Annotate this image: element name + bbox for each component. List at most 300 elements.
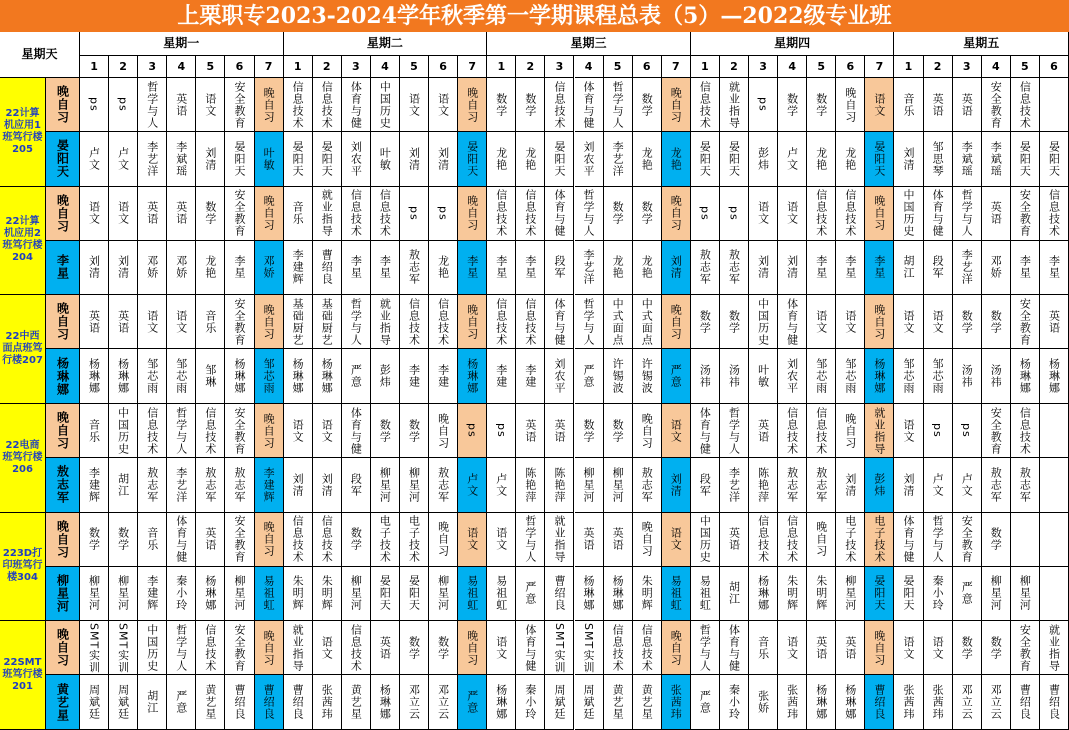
teacher-cell: 刘清 xyxy=(284,458,313,513)
subject-cell: 信息技术 xyxy=(313,513,342,567)
subject-cell: 就业指导 xyxy=(545,513,574,567)
subject-cell: 数学 xyxy=(371,404,400,458)
evening-label: 晚自习 xyxy=(46,621,80,675)
subject-cell: 数学 xyxy=(982,513,1011,567)
teacher-cell: 敖志军 xyxy=(429,458,458,513)
teacher-cell xyxy=(1040,567,1069,622)
teacher-cell: 周斌廷 xyxy=(109,675,138,730)
subject-cell: 中式面点 xyxy=(633,295,662,349)
teacher-cell: 邓立云 xyxy=(982,675,1011,730)
teacher-cell: 龙艳 xyxy=(516,132,545,187)
teacher-cell: 邹芯雨 xyxy=(924,349,953,404)
subject-cell: 语文 xyxy=(924,621,953,675)
subject-cell: 晚自习 xyxy=(865,621,894,675)
teacher-cell: 敖志军 xyxy=(138,458,167,513)
subject-cell: 英语 xyxy=(196,513,225,567)
subject-cell: 晚自习 xyxy=(255,513,284,567)
subject-cell: 音乐 xyxy=(80,404,109,458)
teacher-cell: 李建辉 xyxy=(255,458,284,513)
subject-cell: ps xyxy=(458,404,487,458)
teacher-cell: 晏阳天 xyxy=(371,567,400,622)
class-label: 22中西面点班笃行楼207 xyxy=(0,295,46,404)
period-number: 3 xyxy=(749,56,778,78)
subject-cell: 基础厨艺 xyxy=(313,295,342,349)
subject-cell: 数学 xyxy=(778,78,807,132)
subject-cell: 音乐 xyxy=(284,187,313,241)
subject-cell: 安全教育 xyxy=(225,621,254,675)
subject-cell: 信息技术 xyxy=(1011,404,1040,458)
teacher-cell: 李星 xyxy=(807,241,836,296)
teacher-cell: 邹芯雨 xyxy=(894,349,923,404)
subject-cell: 晚自习 xyxy=(255,187,284,241)
subject-cell: 英语 xyxy=(138,187,167,241)
teacher-cell: 严意 xyxy=(953,567,982,622)
teacher-cell: 敖志军 xyxy=(778,458,807,513)
subject-cell: 数学 xyxy=(633,187,662,241)
subject-cell: ps xyxy=(80,78,109,132)
teacher-cell: 汤祎 xyxy=(720,349,749,404)
subject-cell: 体育与健 xyxy=(894,513,923,567)
subject-cell: 数学 xyxy=(807,78,836,132)
subject-cell: 英语 xyxy=(109,295,138,349)
subject-cell: 信息技术 xyxy=(633,621,662,675)
teacher-cell: 曹绍良 xyxy=(545,567,574,622)
subject-cell: 安全教育 xyxy=(953,513,982,567)
subject-cell: 哲学与人 xyxy=(691,621,720,675)
teacher-cell: 邹思琴 xyxy=(924,132,953,187)
class-label: 22计算机应用1班笃行楼205 xyxy=(0,78,46,187)
teacher-cell: 李星 xyxy=(865,241,894,296)
teacher-label: 黄艺星 xyxy=(46,675,80,730)
teacher-cell: 杨琳娜 xyxy=(1040,349,1069,404)
teacher-cell: 李建辉 xyxy=(80,458,109,513)
teacher-cell: 柳星河 xyxy=(109,567,138,622)
subject-cell: 语文 xyxy=(400,78,429,132)
subject-cell: 数学 xyxy=(633,78,662,132)
subject-cell: 数学 xyxy=(720,295,749,349)
teacher-cell: 杨琳娜 xyxy=(749,567,778,622)
teacher-cell: 周斌廷 xyxy=(575,675,604,730)
subject-cell: 安全教育 xyxy=(225,404,254,458)
subject-cell: 信息技术 xyxy=(516,295,545,349)
subject-cell: ps xyxy=(953,404,982,458)
teacher-cell: 邓立云 xyxy=(953,675,982,730)
teacher-cell: 晏阳天 xyxy=(458,132,487,187)
subject-cell: 中国历史 xyxy=(138,621,167,675)
schedule-table xyxy=(0,32,1069,730)
teacher-cell: 邓娇 xyxy=(138,241,167,296)
subject-cell: SMT实训 xyxy=(80,621,109,675)
subject-cell: 晚自习 xyxy=(662,295,691,349)
teacher-cell: 曹绍良 xyxy=(284,675,313,730)
teacher-label: 柳星河 xyxy=(46,567,80,622)
teacher-cell: 刘清 xyxy=(894,458,923,513)
subject-cell: 英语 xyxy=(167,187,196,241)
teacher-cell: 李建 xyxy=(429,349,458,404)
subject-cell: 电子技术 xyxy=(400,513,429,567)
teacher-cell: 许锡波 xyxy=(633,349,662,404)
subject-cell: 安全教育 xyxy=(1011,621,1040,675)
teacher-label: 敖志军 xyxy=(46,458,80,513)
teacher-cell: 段军 xyxy=(924,241,953,296)
teacher-cell: 张茜玮 xyxy=(894,675,923,730)
subject-cell: 语文 xyxy=(894,295,923,349)
teacher-cell xyxy=(1040,458,1069,513)
subject-cell: 数学 xyxy=(691,295,720,349)
teacher-cell: 汤祎 xyxy=(982,349,1011,404)
teacher-cell: 胡江 xyxy=(138,675,167,730)
teacher-cell: 邓娇 xyxy=(255,241,284,296)
subject-cell: 体育与健 xyxy=(691,404,720,458)
subject-cell: 安全教育 xyxy=(225,78,254,132)
subject-cell: 信息技术 xyxy=(342,187,371,241)
subject-cell: ps xyxy=(429,187,458,241)
subject-cell: 信息技术 xyxy=(342,621,371,675)
teacher-cell: 晏阳天 xyxy=(720,132,749,187)
subject-cell: 数学 xyxy=(953,295,982,349)
teacher-cell: 刘清 xyxy=(109,241,138,296)
teacher-cell: 龙艳 xyxy=(487,132,516,187)
teacher-cell: 邹芯雨 xyxy=(836,349,865,404)
period-number: 2 xyxy=(720,56,749,78)
teacher-cell: 刘清 xyxy=(313,458,342,513)
teacher-cell: 刘清 xyxy=(836,458,865,513)
subject-cell: 英语 xyxy=(807,621,836,675)
subject-cell: 哲学与人 xyxy=(138,78,167,132)
subject-cell: 电子技术 xyxy=(836,513,865,567)
subject-cell: 英语 xyxy=(720,513,749,567)
teacher-cell: 秦小玲 xyxy=(924,567,953,622)
teacher-cell: 李艺洋 xyxy=(720,458,749,513)
period-number: 6 xyxy=(429,56,458,78)
teacher-cell: 刘清 xyxy=(662,241,691,296)
subject-cell: 音乐 xyxy=(138,513,167,567)
teacher-cell: 严意 xyxy=(342,349,371,404)
teacher-cell: 李星 xyxy=(342,241,371,296)
day-header: 星期二 xyxy=(284,32,488,56)
teacher-cell: 李星 xyxy=(1040,241,1069,296)
teacher-cell: 卢文 xyxy=(778,132,807,187)
teacher-label: 李星 xyxy=(46,241,80,296)
evening-label: 晚自习 xyxy=(46,295,80,349)
teacher-cell: 秦小玲 xyxy=(167,567,196,622)
subject-cell: 音乐 xyxy=(196,295,225,349)
period-number: 1 xyxy=(691,56,720,78)
teacher-cell: 易祖虹 xyxy=(662,567,691,622)
subject-cell: 信息技术 xyxy=(284,513,313,567)
teacher-cell: 邓娇 xyxy=(982,241,1011,296)
teacher-cell: 龙艳 xyxy=(633,132,662,187)
subject-cell: 英语 xyxy=(836,621,865,675)
period-number: 6 xyxy=(633,56,662,78)
subject-cell: 晚自习 xyxy=(633,513,662,567)
teacher-cell: 李星 xyxy=(487,241,516,296)
subject-cell: 晚自习 xyxy=(458,187,487,241)
teacher-cell: 刘清 xyxy=(80,241,109,296)
teacher-cell: 李艺洋 xyxy=(167,458,196,513)
teacher-cell: 曹绍良 xyxy=(1011,675,1040,730)
teacher-cell: 曹绍良 xyxy=(225,675,254,730)
teacher-cell: 杨琳娜 xyxy=(575,567,604,622)
subject-cell: 数学 xyxy=(109,513,138,567)
teacher-cell: 晏阳天 xyxy=(1011,132,1040,187)
teacher-cell: 段军 xyxy=(342,458,371,513)
teacher-cell: 严意 xyxy=(691,675,720,730)
teacher-cell: 刘清 xyxy=(778,241,807,296)
subject-cell: 电子技术 xyxy=(371,513,400,567)
subject-cell: 哲学与人 xyxy=(342,295,371,349)
teacher-cell: 陈艳萍 xyxy=(545,458,574,513)
teacher-cell: 刘清 xyxy=(894,132,923,187)
period-number: 7 xyxy=(255,56,284,78)
teacher-cell: 柳星河 xyxy=(575,458,604,513)
teacher-cell: 曹绍良 xyxy=(255,675,284,730)
teacher-cell: 黄艺星 xyxy=(604,675,633,730)
subject-cell: 信息技术 xyxy=(604,621,633,675)
subject-cell: 哲学与人 xyxy=(167,404,196,458)
subject-cell xyxy=(1040,513,1069,567)
teacher-cell: 卢文 xyxy=(953,458,982,513)
teacher-label: 晏阳天 xyxy=(46,132,80,187)
subject-cell: 英语 xyxy=(516,404,545,458)
teacher-cell: 李艺洋 xyxy=(604,132,633,187)
subject-cell: 晚自习 xyxy=(662,621,691,675)
subject-cell: 语文 xyxy=(109,187,138,241)
teacher-cell: 胡江 xyxy=(720,567,749,622)
subject-cell: 中国历史 xyxy=(894,187,923,241)
subject-cell: ps xyxy=(487,404,516,458)
subject-cell: 语文 xyxy=(865,78,894,132)
subject-cell: ps xyxy=(924,404,953,458)
subject-cell: 体育与健 xyxy=(720,621,749,675)
subject-cell: 语文 xyxy=(487,621,516,675)
teacher-cell: 卢文 xyxy=(109,132,138,187)
subject-cell: 哲学与人 xyxy=(575,187,604,241)
subject-cell: 体育与健 xyxy=(167,513,196,567)
subject-cell: 信息技术 xyxy=(196,404,225,458)
teacher-cell: 周斌廷 xyxy=(80,675,109,730)
subject-cell: 英语 xyxy=(80,295,109,349)
teacher-cell: 邹芯雨 xyxy=(807,349,836,404)
teacher-cell: 曹绍良 xyxy=(865,675,894,730)
teacher-cell: 敖志军 xyxy=(196,458,225,513)
teacher-cell: 陈艳萍 xyxy=(749,458,778,513)
teacher-cell: 李斌瑶 xyxy=(167,132,196,187)
period-number: 5 xyxy=(196,56,225,78)
subject-cell: 安全教育 xyxy=(225,295,254,349)
teacher-cell: 易祖虹 xyxy=(487,567,516,622)
subject-cell: 体育与健 xyxy=(924,187,953,241)
subject-cell: 数学 xyxy=(982,295,1011,349)
subject-cell: 哲学与人 xyxy=(953,187,982,241)
period-number: 5 xyxy=(400,56,429,78)
teacher-label: 杨琳娜 xyxy=(46,349,80,404)
teacher-cell: 李建 xyxy=(487,349,516,404)
day-header: 星期三 xyxy=(487,32,691,56)
subject-cell: 晚自习 xyxy=(429,404,458,458)
teacher-cell: 朱明辉 xyxy=(284,567,313,622)
period-number: 1 xyxy=(487,56,516,78)
subject-cell: 语文 xyxy=(778,187,807,241)
subject-cell: 语文 xyxy=(924,295,953,349)
subject-cell: 数学 xyxy=(953,621,982,675)
subject-cell: 信息技术 xyxy=(836,187,865,241)
subject-cell: 晚自习 xyxy=(429,513,458,567)
subject-cell: 信息技术 xyxy=(1011,78,1040,132)
subject-cell: 信息技术 xyxy=(313,78,342,132)
subject-cell: ps xyxy=(691,187,720,241)
teacher-cell: 张茜玮 xyxy=(662,675,691,730)
subject-cell: 英语 xyxy=(371,621,400,675)
subject-cell: 哲学与人 xyxy=(720,404,749,458)
subject-cell: 晚自习 xyxy=(633,404,662,458)
teacher-cell: 邹芯雨 xyxy=(167,349,196,404)
subject-cell: 安全教育 xyxy=(982,404,1011,458)
teacher-cell: 杨琳娜 xyxy=(313,349,342,404)
subject-cell: 信息技术 xyxy=(371,187,400,241)
teacher-cell: 陈艳萍 xyxy=(516,458,545,513)
subject-cell: 语文 xyxy=(662,513,691,567)
teacher-cell: 段军 xyxy=(691,458,720,513)
period-number: 5 xyxy=(807,56,836,78)
teacher-cell: 曹绍良 xyxy=(313,241,342,296)
subject-cell: 信息技术 xyxy=(807,187,836,241)
teacher-cell: 晏阳天 xyxy=(313,132,342,187)
subject-cell: 就业指导 xyxy=(313,187,342,241)
teacher-cell: 邹芯雨 xyxy=(255,349,284,404)
subject-cell: ps xyxy=(109,78,138,132)
period-number: 3 xyxy=(953,56,982,78)
subject-cell: 数学 xyxy=(80,513,109,567)
teacher-cell: 朱明辉 xyxy=(313,567,342,622)
subject-cell: 晚自习 xyxy=(865,187,894,241)
subject-cell: 晚自习 xyxy=(458,295,487,349)
subject-cell: 语文 xyxy=(807,295,836,349)
subject-cell: 安全教育 xyxy=(225,513,254,567)
teacher-cell: 敖志军 xyxy=(982,458,1011,513)
teacher-cell: 柳星河 xyxy=(836,567,865,622)
evening-label: 晚自习 xyxy=(46,187,80,241)
evening-label: 晚自习 xyxy=(46,513,80,567)
subject-cell: 哲学与人 xyxy=(516,513,545,567)
subject-cell: 哲学与人 xyxy=(604,78,633,132)
teacher-cell: 杨琳娜 xyxy=(371,675,400,730)
teacher-cell: 龙艳 xyxy=(429,241,458,296)
teacher-cell: 刘农平 xyxy=(545,349,574,404)
teacher-cell: 杨琳娜 xyxy=(487,675,516,730)
teacher-cell: 叶敏 xyxy=(371,132,400,187)
subject-cell: 就业指导 xyxy=(865,404,894,458)
subject-cell: 晚自习 xyxy=(255,621,284,675)
teacher-cell: 卢文 xyxy=(487,458,516,513)
subject-cell: 信息技术 xyxy=(487,295,516,349)
period-number: 6 xyxy=(1040,56,1069,78)
subject-cell: 数学 xyxy=(400,621,429,675)
subject-cell: 信息技术 xyxy=(429,295,458,349)
teacher-cell: 柳星河 xyxy=(1011,567,1040,622)
teacher-cell: 叶敏 xyxy=(255,132,284,187)
teacher-cell: 邓娇 xyxy=(167,241,196,296)
subject-cell: 哲学与人 xyxy=(167,621,196,675)
teacher-cell: 刘农平 xyxy=(778,349,807,404)
teacher-cell: 秦小玲 xyxy=(720,675,749,730)
subject-cell: 数学 xyxy=(342,513,371,567)
subject-cell: 基础厨艺 xyxy=(284,295,313,349)
teacher-cell: 杨琳娜 xyxy=(1011,349,1040,404)
subject-cell: 就业指导 xyxy=(720,78,749,132)
teacher-cell: 晏阳天 xyxy=(865,132,894,187)
teacher-cell: 杨琳娜 xyxy=(458,349,487,404)
subject-cell: 语文 xyxy=(80,187,109,241)
period-number: 6 xyxy=(836,56,865,78)
subject-cell: 体育与健 xyxy=(516,621,545,675)
teacher-cell: 李建 xyxy=(400,349,429,404)
subject-cell: 信息技术 xyxy=(284,78,313,132)
subject-cell: 信息技术 xyxy=(196,621,225,675)
subject-cell: 英语 xyxy=(167,78,196,132)
subject-cell: 英语 xyxy=(1040,295,1069,349)
teacher-cell: 李建辉 xyxy=(284,241,313,296)
subject-cell: 晚自习 xyxy=(836,404,865,458)
teacher-cell: 李星 xyxy=(836,241,865,296)
period-number: 2 xyxy=(516,56,545,78)
teacher-cell: 龙艳 xyxy=(633,241,662,296)
subject-cell: 数学 xyxy=(196,187,225,241)
evening-label: 晚自习 xyxy=(46,404,80,458)
teacher-cell: 曹绍良 xyxy=(1040,675,1069,730)
teacher-cell: 柳星河 xyxy=(429,567,458,622)
subject-cell: ps xyxy=(400,187,429,241)
teacher-cell: 刘清 xyxy=(662,458,691,513)
subject-cell: 体育与健 xyxy=(575,78,604,132)
teacher-cell: 卢文 xyxy=(80,132,109,187)
period-number: 5 xyxy=(604,56,633,78)
teacher-cell: 柳星河 xyxy=(342,567,371,622)
teacher-cell: 晏阳天 xyxy=(1040,132,1069,187)
teacher-cell: 晏阳天 xyxy=(865,567,894,622)
teacher-cell: 晏阳天 xyxy=(225,132,254,187)
subject-cell: SMT实训 xyxy=(109,621,138,675)
subject-cell: 信息技术 xyxy=(516,187,545,241)
subject-cell: 中式面点 xyxy=(604,295,633,349)
period-number: 7 xyxy=(662,56,691,78)
teacher-cell: 严意 xyxy=(575,349,604,404)
subject-cell: 晚自习 xyxy=(865,295,894,349)
subject-cell: SMT实训 xyxy=(575,621,604,675)
subject-cell: 音乐 xyxy=(894,78,923,132)
corner-label: 星期天 xyxy=(0,32,80,78)
teacher-cell: 李星 xyxy=(225,241,254,296)
teacher-cell: 敖志军 xyxy=(807,458,836,513)
subject-cell: 英语 xyxy=(953,78,982,132)
teacher-cell: 敖志军 xyxy=(720,241,749,296)
teacher-cell: 晏阳天 xyxy=(284,132,313,187)
teacher-cell: 胡江 xyxy=(894,241,923,296)
subject-cell: 语文 xyxy=(138,295,167,349)
page-title: 上栗职专2023-2024学年秋季第一学期课程总表（5）—2022级专业班 xyxy=(0,0,1069,33)
subject-cell: 就业指导 xyxy=(284,621,313,675)
period-number: 3 xyxy=(138,56,167,78)
subject-cell: 语文 xyxy=(167,295,196,349)
subject-cell: 体育与健 xyxy=(545,187,574,241)
teacher-cell: 李建 xyxy=(516,349,545,404)
teacher-cell: 李艺洋 xyxy=(138,132,167,187)
teacher-cell: 李星 xyxy=(458,241,487,296)
teacher-cell: 刘清 xyxy=(196,132,225,187)
teacher-cell: 彭炜 xyxy=(865,458,894,513)
subject-cell xyxy=(1040,78,1069,132)
subject-cell: 中国历史 xyxy=(371,78,400,132)
